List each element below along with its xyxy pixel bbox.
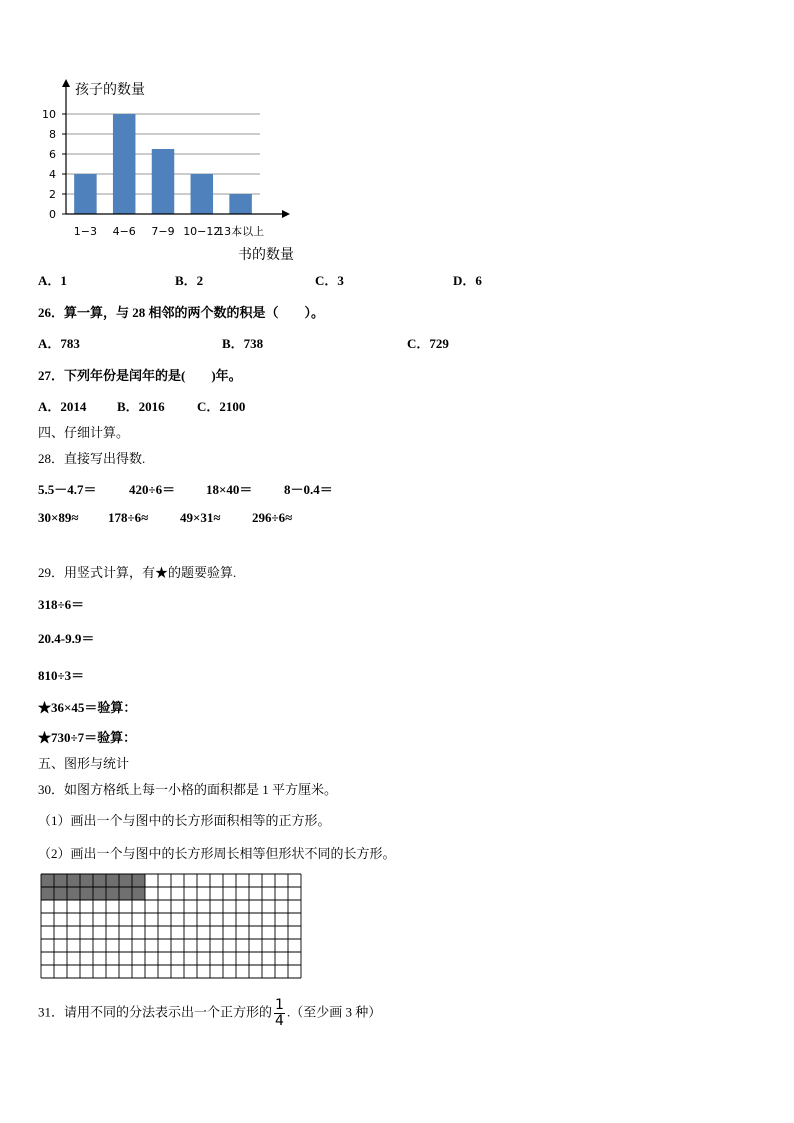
bar <box>113 114 136 214</box>
q29-item: 810÷3＝ <box>38 668 85 683</box>
y-tick-label: 0 <box>49 208 56 221</box>
square-grid-paper <box>38 870 306 982</box>
bar <box>191 174 214 214</box>
q28-expr: 8－0.4＝ <box>284 482 333 497</box>
q27-option-c: C．2100 <box>197 399 246 414</box>
bar-chart <box>30 75 310 265</box>
q26-option-a: A．783 <box>38 336 80 351</box>
fraction-denominator: 4 <box>275 1013 284 1029</box>
q28-expr: 296÷6≈ <box>252 510 293 525</box>
y-tick-label: 4 <box>49 168 56 181</box>
q29-item: ★730÷7＝验算： <box>38 730 137 745</box>
q27-stem: 27．下列年份是闰年的是( )年。 <box>38 368 242 383</box>
q26-option-b: B．738 <box>222 336 264 351</box>
x-tick-label: 13本以上 <box>217 225 265 238</box>
q29-item: 20.4-9.9＝ <box>38 631 95 646</box>
x-tick-label: 7−9 <box>151 225 175 238</box>
q31-line <box>38 998 381 1029</box>
q25-option-a: A．1 <box>38 273 67 288</box>
y-axis-arrow <box>62 79 70 87</box>
q28-expr: 49×31≈ <box>180 510 221 525</box>
q30-sub2: （2）画出一个与图中的长方形周长相等但形状不同的长方形。 <box>38 846 396 861</box>
q27-option-b: B．2016 <box>117 399 165 414</box>
q28-expr: 18×40＝ <box>206 482 253 497</box>
x-axis-arrow <box>282 210 290 218</box>
q31-text: 31．请用不同的分法表示出一个正方形的 <box>38 1004 273 1020</box>
q28-expr: 5.5－4.7＝ <box>38 482 97 497</box>
bar <box>152 149 175 214</box>
x-axis-title: 书的数量 <box>238 247 294 263</box>
q28-stem: 28．直接写出得数. <box>38 451 146 466</box>
x-tick-label: 10−12 <box>183 225 221 238</box>
q27-option-a: A．2014 <box>38 399 87 414</box>
q26-option-c: C．729 <box>407 336 449 351</box>
q30-sub1: （1）画出一个与图中的长方形面积相等的正方形。 <box>38 813 331 828</box>
fraction-one-quarter <box>274 998 285 1029</box>
y-tick-label: 2 <box>49 188 56 201</box>
q28-expr: 178÷6≈ <box>108 510 149 525</box>
q31-text-tail: .（至少画 3 种） <box>286 1004 382 1020</box>
y-tick-label: 6 <box>49 148 56 161</box>
q25-option-c: C．3 <box>315 273 344 288</box>
y-tick-label: 10 <box>42 108 56 121</box>
q29-stem: 29．用竖式计算，有★的题要验算. <box>38 565 237 580</box>
q29-item: 318÷6＝ <box>38 597 85 612</box>
q28-expr: 420÷6＝ <box>129 482 176 497</box>
q26-stem: 26．算一算，与 28 相邻的两个数的积是（ ）。 <box>38 305 325 320</box>
y-axis-title: 孩子的数量 <box>75 82 145 98</box>
q28-expr: 30×89≈ <box>38 510 79 525</box>
x-tick-label: 1−3 <box>73 225 98 238</box>
section-5-heading: 五、图形与统计 <box>38 756 130 771</box>
q25-option-b: B．2 <box>175 273 204 288</box>
bar <box>229 194 252 214</box>
x-tick-label: 4−6 <box>112 225 136 238</box>
bar <box>74 174 97 214</box>
fraction-numerator: 1 <box>275 997 284 1013</box>
q29-item: ★36×45＝验算： <box>38 700 137 715</box>
q30-stem: 30．如图方格纸上每一小格的面积都是 1 平方厘米。 <box>38 782 338 797</box>
y-tick-label: 8 <box>49 128 56 141</box>
section-4-heading: 四、仔细计算。 <box>38 425 130 440</box>
q25-option-d: D．6 <box>453 273 482 288</box>
